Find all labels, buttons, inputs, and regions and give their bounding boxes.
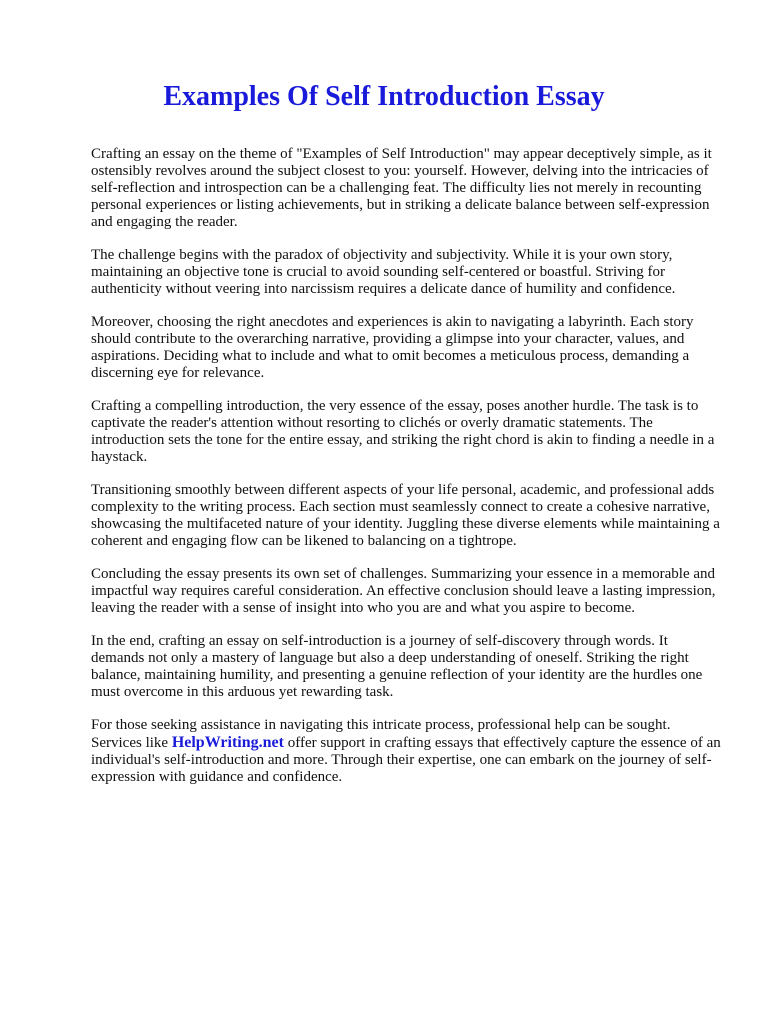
paragraph-6: Concluding the essay presents its own set of challenges. Summarizing your essence in a memorable and impactful way requires careful consideration. An effective conclusion should leave a lasting impression, leaving the reader with a sense of insight into who you are and what you aspire to become. xyxy=(91,566,716,616)
paragraph-7: In the end, crafting an essay on self-introduction is a journey of self-discovery through words. It demands not only a mastery of language but also a deep understanding of oneself. Striking the right balance, maintaining humility, and presenting a genuine reflection of your identity are the hurdles one must overcome in this arduous yet rewarding task. xyxy=(91,633,703,700)
paragraph-3: Moreover, choosing the right anecdotes and experiences is akin to navigating a labyrinth. Each story should contribute to the overarching narrative, providing a glimpse into your character, values, and aspirations. Deciding what to include and what to omit becomes a meticulous process, demanding a discerning eye for relevance. xyxy=(91,314,694,381)
helpwriting-link[interactable]: HelpWriting.net xyxy=(171,734,284,751)
document-title: Examples Of Self Introduction Essay xyxy=(163,81,605,112)
paragraph-2: The challenge begins with the paradox of objectivity and subjectivity. While it is your own story, maintaining an objective tone is crucial to avoid sounding self-centered or boastful. Striving for authenticity without veering into narcissism requires a delicate dance of humility and confidence. xyxy=(91,247,676,297)
paragraph-8 xyxy=(91,717,721,786)
final-paragraph-before-link: For those seeking assistance in navigating this intricate process, professional help can be sought. Services like xyxy=(91,717,671,751)
paragraph-5: Transitioning smoothly between different aspects of your life personal, academic, and professional adds complexity to the writing process. Each section must seamlessly connect to create a cohesive narrative, showcasing the multifaceted nature of your identity. Juggling these diverse elements while maintaining a coherent and engaging flow can be likened to balancing on a tightrope. xyxy=(91,482,720,549)
paragraph-1: Crafting an essay on the theme of "Examples of Self Introduction" may appear deceptively simple, as it ostensibly revolves around the subject closest to you: yourself. However, delving into the intricacies of self-reflection and introspection can be a challenging feat. The difficulty lies not merely in recounting personal experiences or listing achievements, but in striking a delicate balance between self-expression and engaging the reader. xyxy=(91,146,712,230)
paragraph-4: Crafting a compelling introduction, the very essence of the essay, poses another hurdle. The task is to captivate the reader's attention without resorting to clichés or overly dramatic statements. The introduction sets the tone for the entire essay, and striking the right chord is akin to finding a needle in a haystack. xyxy=(91,398,715,465)
final-paragraph-after-link: offer support in crafting essays that effectively capture the essence of an individual's self-introduction and more. Through their expertise, one can embark on the journey of self-expression with guidance and confidence. xyxy=(91,735,721,785)
document-body xyxy=(91,146,721,802)
